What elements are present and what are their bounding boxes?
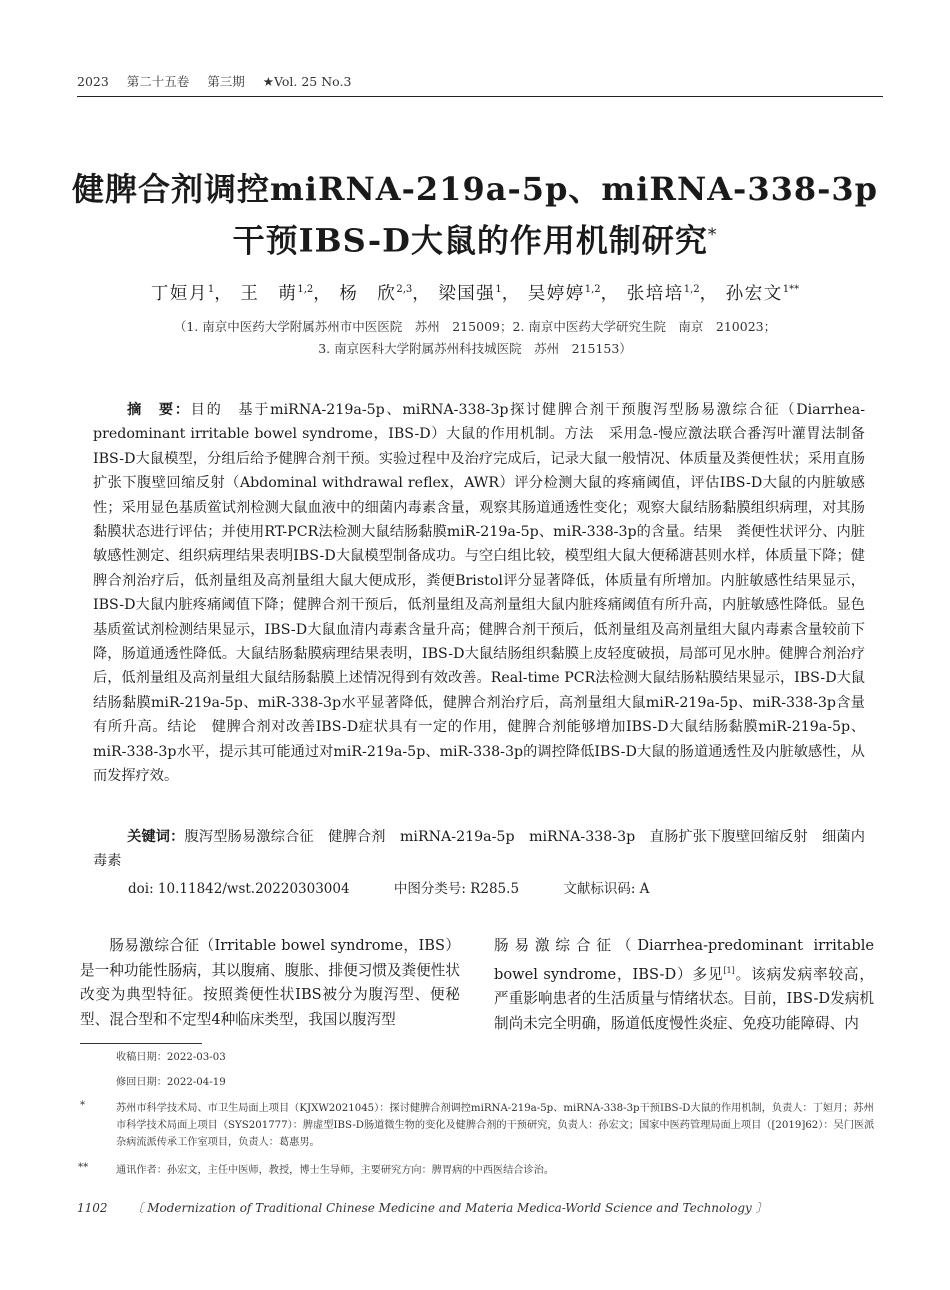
footnote-fund: 苏州市科学技术局、市卫生局面上项目（KJXW2021045）：探讨健脾合剂调控miRNA-219a-5p、miRNA-338-3p干预IBS-D大鼠的作用机制，负责人：丁姮月；苏州市科学技术局面上项目（SYS201777）：脾虚型IBS-D肠道微生物的变化及健脾合剂的干预研究，负责人：孙宏文；国家中医药管理局面上项目（[2019]62）：吴门医派杂病流派传承工作室项目，负责人：葛惠男。: [116, 1103, 875, 1148]
author-name: 吴婷婷: [527, 284, 585, 304]
author-affil: 1: [495, 284, 502, 296]
header-volume: 第二十五卷: [126, 74, 190, 89]
document-code: 文献标识码: A: [563, 881, 650, 897]
body-right-text-1: 肠易激综合征（Diarrhea-predominant irritable bowel syndrome，IBS-D）多见: [494, 937, 874, 983]
footnote-received: 收稿日期：2022-03-03: [116, 1052, 226, 1063]
author-affil: 2,3: [396, 284, 413, 296]
title-line-2: [60, 212, 890, 264]
affiliations: [60, 316, 890, 360]
author-name: 张培培: [626, 284, 684, 304]
affiliation-line-1: （1. 南京中医药大学附属苏州市中医医院 苏州 215009；2. 南京中医药大学研究生院 南京 210023；: [173, 319, 777, 334]
header-vol-en: ★Vol. 25 No.3: [262, 74, 352, 89]
page-number: 1102: [77, 1201, 108, 1215]
article-title: [60, 166, 890, 264]
author-name: 杨 欣: [339, 284, 397, 304]
page-footer: [77, 1199, 883, 1216]
header-year: 2023: [77, 74, 109, 89]
title-line-2-text: 干预IBS-D大鼠的作用机制研究: [232, 221, 708, 260]
author: [240, 284, 313, 304]
author-affil: 1**: [782, 284, 800, 296]
author-name: 孙宏文: [725, 284, 783, 304]
footnote-corr-mark: **: [78, 1162, 89, 1173]
keywords: [93, 825, 865, 873]
author: [438, 284, 501, 304]
body-right-text-2: 。该病发病率较高，严重影响患者的生活质量与情绪状态。目前，IBS-D发病机制尚未完全明确，肠道低度慢性炎症、免疫功能障碍、内: [494, 965, 874, 1032]
footnote-rule: [80, 1043, 202, 1044]
abstract: [93, 398, 865, 789]
footnote-corresponding: 通讯作者：孙宏文，主任中医师，教授，博士生导师，主要研究方向：脾胃病的中西医结合诊治。: [116, 1165, 555, 1176]
footnote-revised: 修回日期：2022-04-19: [116, 1077, 226, 1088]
author-affil: 1,2: [584, 284, 601, 296]
running-header: [77, 72, 883, 96]
abstract-text: 目的 基于miRNA-219a-5p、miRNA-338-3p探讨健脾合剂干预腹泻型肠易激综合征（Diarrhea-predominant irritable bowel syndrome，IBS-D）大鼠的作用机制。方法 采用急-慢应激法联合番泻叶灌胃法制备IBS-D大鼠模型，分组后给予健脾合剂干预。实验过程中及治疗完成后，记录大鼠一般情况、体质量及粪便性状；采用直肠扩张下腹壁回缩反射（Abdominal withdrawal reflex，AWR）评分检测大鼠的疼痛阈值，评估IBS-D大鼠的内脏敏感性；采用显色基质鲎试剂检测大鼠血液中的细菌内毒素含量，观察其肠道通透性变化；观察大鼠结肠黏膜组织病理，对其肠黏膜状态进行评估；并使用RT-PCR法检测大鼠结肠黏膜miR-219a-5p、miR-338-3p的含量。结果 粪便性状评分、内脏敏感性测定、组织病理结果表明IBS-D大鼠模型制备成功。与空白组比较，模型组大鼠大便稀溏甚则水样，体质量下降；健脾合剂治疗后，低剂量组及高剂量组大鼠大便成形，粪便Bristol评分显著降低，体质量有所增加。内脏敏感性结果显示，IBS-D大鼠内脏疼痛阈值下降；健脾合剂干预后，低剂量组及高剂量组大鼠内脏疼痛阈值有所升高，内脏敏感性降低。显色基质鲎试剂检测结果显示，IBS-D大鼠血清内毒素含量升高；健脾合剂干预后，低剂量组及高剂量组大鼠内毒素含量较前下降，肠道通透性降低。大鼠结肠黏膜病理结果表明，IBS-D大鼠结肠组织黏膜上皮轻度破损，局部可见水肿。健脾合剂治疗后，低剂量组及高剂量组大鼠结肠黏膜上述情况得到有效改善。Real-time PCR法检测大鼠结肠粘膜结果显示，IBS-D大鼠结肠黏膜miR-219a-5p、miR-338-3p水平显著降低，健脾合剂治疗后，高剂量组大鼠miR-219a-5p、miR-338-3p含量有所升高。结论 健脾合剂对改善IBS-D症状具有一定的作用，健脾合剂能够增加IBS-D大鼠结肠黏膜miR-219a-5p、miR-338-3p水平，提示其可能通过对miR-219a-5p、miR-338-3p的调控降低IBS-D大鼠的肠道通透性及内脏敏感性，从而发挥疗效。: [93, 402, 865, 785]
body-column-right: [494, 934, 874, 1036]
author-name: 丁姮月: [150, 284, 208, 304]
abstract-label: 摘 要：: [127, 402, 191, 418]
author-affil: 1,2: [683, 284, 700, 296]
keywords-label: 关键词：: [127, 829, 185, 845]
body-column-left: 肠易激综合征（Irritable bowel syndrome，IBS）是一种功能性肠病，其以腹痛、腹胀、排便习惯及粪便性状改变为典型特征。按照粪便性状IBS被分为腹泻型、便秘型、混合型和不定型4种临床类型，我国以腹泻型: [80, 937, 460, 1028]
author-affil: 1,2: [297, 284, 314, 296]
header-rule: [77, 96, 883, 97]
author-affil: 1: [207, 284, 215, 296]
author-list: 丁姮月$^1$， 王 萌$^{1,2}$， 杨 欣$^{2,3}$， 梁国强$^1$， 吴婷婷$^{1,2}$， 张培培$^{1,2}$， 孙宏文$^{1**}$: [150, 284, 800, 304]
author: [726, 284, 799, 304]
author-name: 梁国强: [438, 284, 496, 304]
author-name: 王 萌: [240, 284, 298, 304]
title-fund-mark: *: [707, 225, 718, 245]
keywords-text: 腹泻型肠易激综合征 健脾合剂 miRNA-219a-5p miRNA-338-3p 直肠扩张下腹壁回缩反射 细菌内毒素: [93, 829, 865, 869]
author: [339, 284, 412, 304]
clc-number: 中图分类号: R285.5: [393, 881, 520, 897]
header-issue: 第三期: [207, 74, 245, 89]
article-meta: [128, 877, 868, 897]
affiliation-line-2: 3. 南京医科大学附属苏州科技城医院 苏州 215153）: [318, 341, 632, 356]
doi: doi: 10.11842/wst.20220303004: [128, 881, 350, 897]
title-line-1: 健脾合剂调控miRNA-219a-5p、miRNA-338-3p: [71, 170, 879, 208]
author: [528, 284, 601, 304]
journal-name: 〔 Modernization of Traditional Chinese Medicine and Materia Medica-World Science and Technology 〕: [131, 1201, 768, 1215]
citation-ref: [1]: [723, 965, 735, 975]
footnote-fund-mark: *: [80, 1100, 86, 1111]
author: [151, 284, 214, 304]
author: [627, 284, 700, 304]
